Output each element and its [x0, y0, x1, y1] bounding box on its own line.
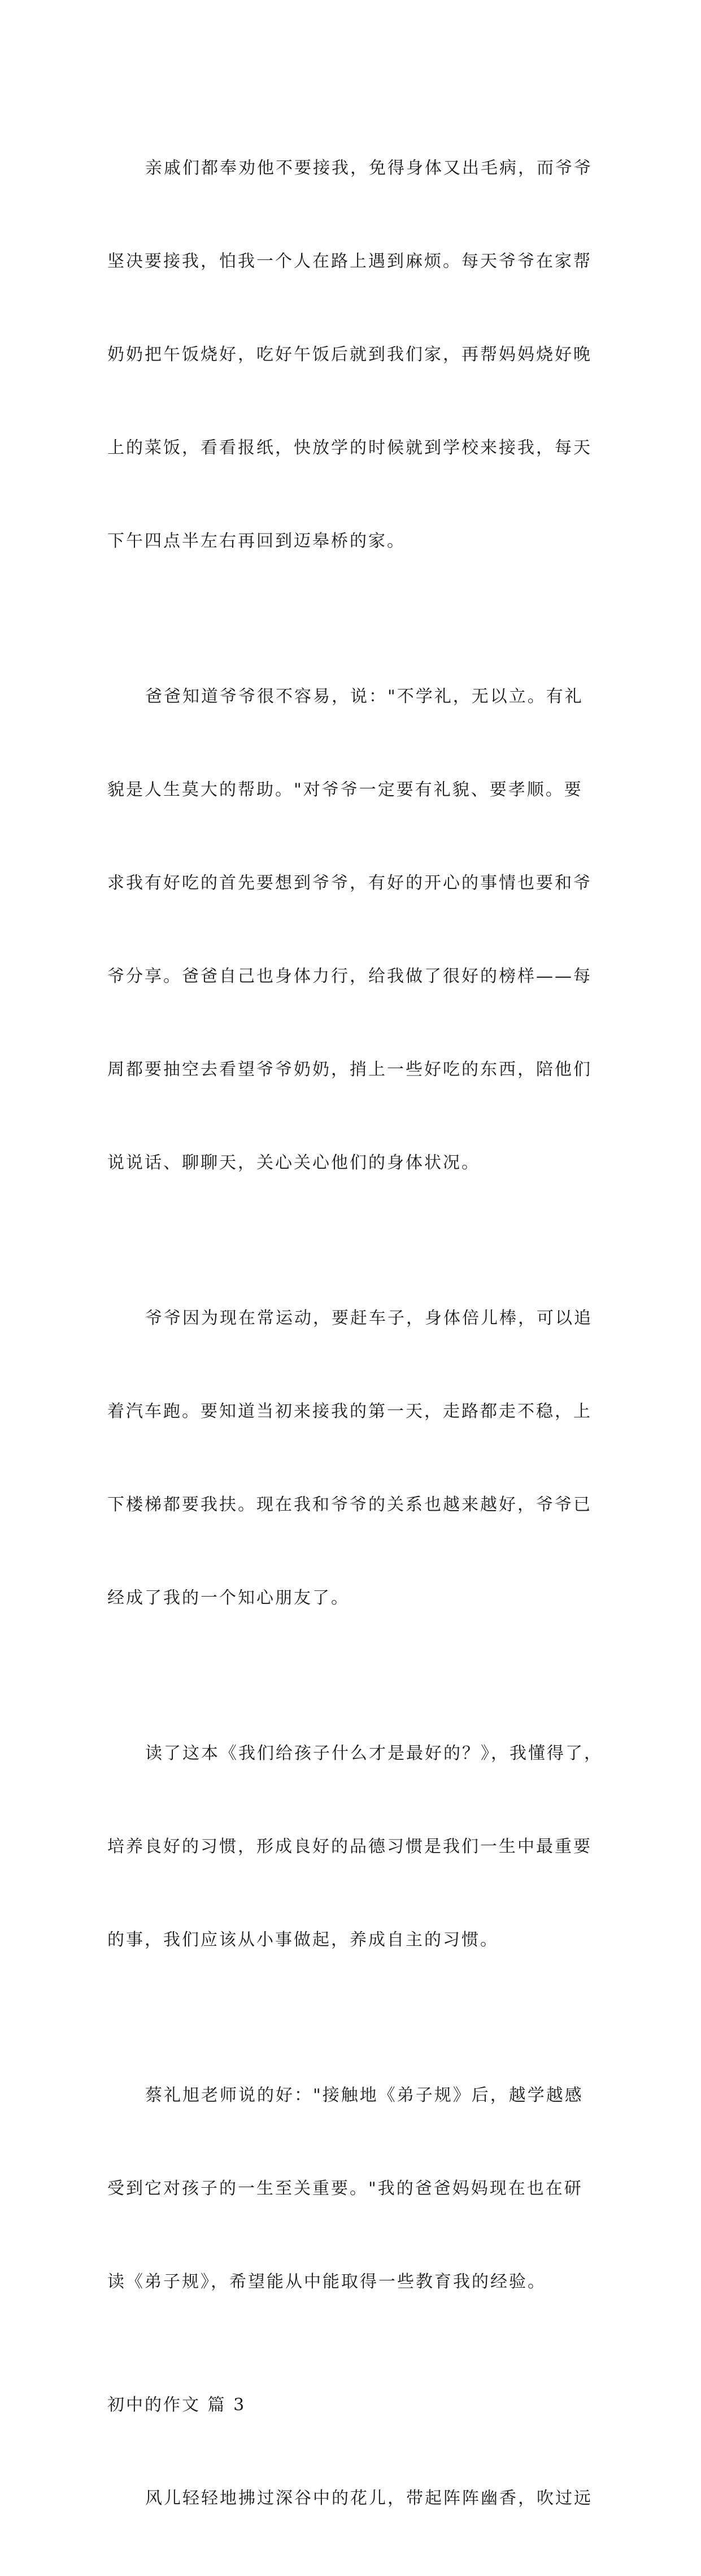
- text-line: 受到它对孩子的一生至关重要。"我的爸爸妈妈现在也在研: [107, 2179, 583, 2198]
- text-line: 爷分享。爸爸自己也身体力行，给我做了很好的榜样——每: [107, 966, 592, 986]
- document-body: [107, 90, 603, 2576]
- paragraph-3: [107, 1241, 593, 1676]
- text-line: 下午四点半左右再回到迈皋桥的家。: [107, 531, 406, 551]
- text-line: 坚决要接我，怕我一个人在路上遇到麻烦。每天爷爷在家帮: [107, 251, 592, 271]
- text-line: 培养良好的习惯，形成良好的品德习惯是我们一生中最重要: [107, 1837, 592, 1857]
- paragraph-1: [107, 90, 593, 619]
- text-line: 说说话、聊聊天，关心关心他们的身体状况。: [107, 1153, 480, 1173]
- text-line: 求我有好吃的首先要想到爷爷，有好的开心的事情也要和爷: [107, 873, 592, 893]
- text-line: 风儿轻轻地拂过深谷中的花儿，带起阵阵幽香，吹过远: [145, 2488, 593, 2508]
- text-line: 上的菜饭，看看报纸，快放学的时候就到学校来接我，每天: [107, 438, 592, 458]
- text-line: 周都要抽空去看望爷爷奶奶，捎上一些好吃的东西，陪他们: [107, 1060, 592, 1079]
- paragraph-5: [107, 2018, 593, 2360]
- text-line: 爸爸知道爷爷很不容易，说："不学礼，无以立。有礼: [145, 687, 584, 706]
- paragraph-2: [107, 619, 593, 1241]
- paragraph-6: [107, 2421, 593, 2576]
- text-line: 的事，我们应该从小事做起，养成自主的习惯。: [107, 1930, 499, 1950]
- paragraph-4: [107, 1676, 603, 2018]
- section-title: 初中的作文 篇 3: [107, 2395, 246, 2415]
- text-line: 读《弟子规》，希望能从中能取得一些教育我的经验。: [107, 2272, 546, 2292]
- text-line: 读了这本《我们给孩子什么才是最好的？》，我懂得了，: [145, 1744, 603, 1763]
- text-line: 爷爷因为现在常运动，要赶车子，身体倍儿棒，可以追: [145, 1308, 593, 1328]
- text-line: 亲戚们都奉劝他不要接我，免得身体又出毛病，而爷爷: [145, 158, 593, 178]
- text-line: 貌是人生莫大的帮助。"对爷爷一定要有礼貌、要孝顺。要: [107, 780, 583, 800]
- text-line: 着汽车跑。要知道当初来接我的第一天，走路都走不稳，上: [107, 1402, 592, 1421]
- text-line: 奶奶把午饭烧好，吃好午饭后就到我们家，再帮妈妈烧好晚: [107, 345, 592, 365]
- text-line: 蔡礼旭老师说的好："接触地《弟子规》后，越学越感: [145, 2085, 584, 2105]
- text-line: 经成了我的一个知心朋友了。: [107, 1588, 350, 1608]
- text-line: 下楼梯都要我扶。现在我和爷爷的关系也越来越好，爷爷已: [107, 1495, 592, 1515]
